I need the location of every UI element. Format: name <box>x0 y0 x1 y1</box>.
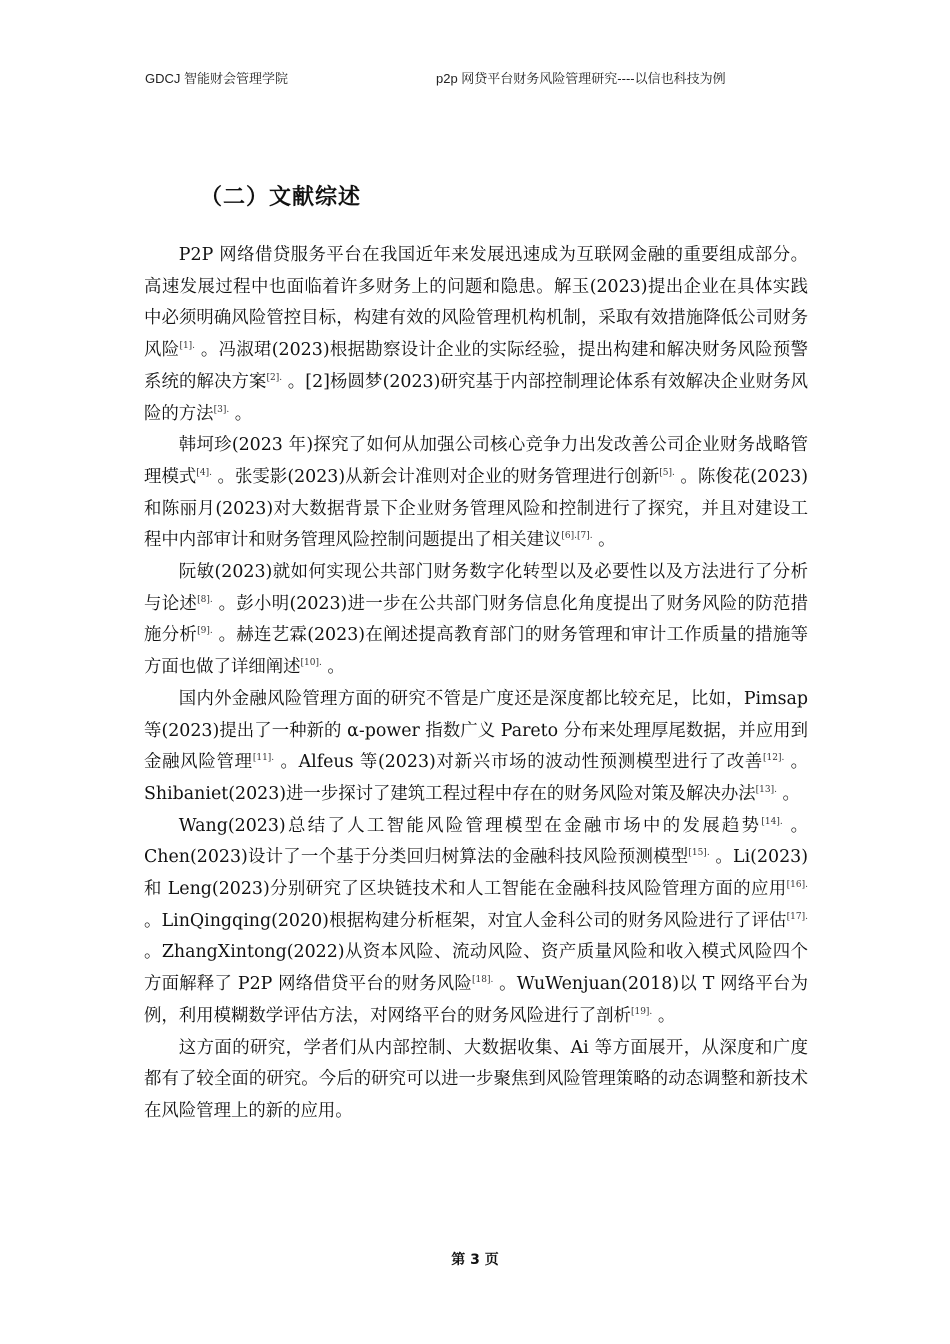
citation-ref: [8]. <box>197 594 213 605</box>
paragraph <box>144 684 808 811</box>
citation-ref: [19]. <box>630 1006 653 1017</box>
paragraph-text: 。Chen(2023)设计了一个基于分类回归树算法的金融科技风险预测模型 <box>144 815 808 868</box>
paragraph-text: 。冯淑珺(2023)根据勘察设计企业的实际经验，提出构建和解决财务风险预警系统的解决方案 <box>144 340 808 392</box>
citation-ref: [4]. <box>196 467 212 478</box>
paragraph-text: 。彭小明(2023)进一步在公共部门财务信息化角度提出了财务风险的防范措施分析 <box>144 593 808 646</box>
paragraph-text: 。Alfeus 等(2023)对新兴市场的波动性预测模型进行了改善 <box>274 752 763 773</box>
paragraph-text: Wang(2023)总结了人工智能风险管理模型在金融市场中的发展趋势 <box>178 815 762 836</box>
citation-ref: [15]. <box>688 848 710 859</box>
paragraph-text: 。赫连艺霖(2023)在阐述提高教育部门的财务管理和审计工作质量的措施等方面也做了详细阐述 <box>144 625 808 678</box>
citation-ref: [16]. <box>786 880 808 891</box>
header-paper-title: p2p 网贷平台财务风险管理研究----以信也科技为例 <box>436 71 726 86</box>
citation-ref: [7]. <box>577 531 593 542</box>
citation-ref: [1]. <box>179 341 196 352</box>
page-number: 第 3 页 <box>451 1252 499 1268</box>
paragraph-text: 。ZhangXintong(2022)从资本风险、流动风险、资产质量风险和收入模式风险四个方面解释了 P2P 网络借贷平台的财务风险 <box>144 942 808 995</box>
citation-ref: [14]. <box>761 816 783 827</box>
header-institution: GDCJ 智能财会管理学院 <box>145 71 289 86</box>
paragraph-text: 。陈俊花(2023)和陈丽月(2023)对大数据背景下企业财务管理风险和控制进行了探究，并且对建设工程中内部审计和财务管理风险控制问题提出了相关建议 <box>144 466 808 551</box>
paragraph-text: 。Shibaniet(2023)进一步探讨了建筑工程过程中存在的财务风险对策及解决办法 <box>144 752 808 804</box>
paragraph-text: 韩坷珍(2023 年)探究了如何从加强公司核心竞争力出发改善公司企业财务战略管理模式 <box>144 435 808 487</box>
paragraph-text: 。 <box>776 783 800 804</box>
citation-ref: [3]. <box>213 404 230 415</box>
citation-ref: [12]. <box>762 753 785 764</box>
paragraph-text: 。 <box>229 403 253 424</box>
citation-ref: [6]. <box>561 531 577 542</box>
paragraph <box>144 240 808 430</box>
paragraph-text: 。 <box>321 657 345 678</box>
paragraph-text: 。 <box>592 530 616 551</box>
paragraph-text: 。WuWenjuan(2018)以 T 网络平台为例，利用模糊数学评估方法，对网络平台的财务风险进行了剖析 <box>144 974 808 1026</box>
paragraph-text: 阮敏(2023)就如何实现公共部门财务数字化转型以及必要性以及方法进行了分析与论述 <box>144 562 808 614</box>
citation-ref: [2]. <box>266 372 283 383</box>
citation-ref: [9]. <box>197 626 213 637</box>
paragraph <box>144 557 808 684</box>
section-title: （二）文献综述 <box>200 185 362 210</box>
paragraph-text: 。张雯影(2023)从新会计准则对企业的财务管理进行创新 <box>211 466 660 487</box>
citation-ref: [13]. <box>755 784 777 795</box>
paragraph <box>144 811 808 1033</box>
paragraph <box>144 430 808 557</box>
citation-ref: [10]. <box>300 658 322 669</box>
citation-ref: [18]. <box>472 975 494 986</box>
paragraph-text: 。[2]杨圆梦(2023)研究基于内部控制理论体系有效解决企业财务风险的方法 <box>144 371 808 424</box>
paragraph-text: 这方面的研究，学者们从内部控制、大数据收集、Ai 等方面展开，从深度和广度都有了较全面的研究。今后的研究可以进一步聚焦到风险管理策略的动态调整和新技术在风险管理上的新的应用。 <box>144 1037 808 1121</box>
paragraph-text: 。Li(2023)和 Leng(2023)分别研究了区块链技术和人工智能在金融科技风险管理方面的应用 <box>144 847 808 900</box>
paragraph-text: 。 <box>652 1005 676 1026</box>
paragraph-text: P2P 网络借贷服务平台在我国近年来发展迅速成为互联网金融的重要组成部分。高速发展过程中也面临着许多财务上的问题和隐患。解玉(2023)提出企业在具体实践中必须明确风险管控目标，构建有效的风险管理机构机制，采取有效措施降低公司财务风险 <box>144 245 808 361</box>
paragraph-text: 。LinQingqing(2020)根据构建分析框架，对宜人金科公司的财务风险进行了评估 <box>144 910 787 931</box>
body-text <box>144 240 808 1128</box>
citation-ref: [11]. <box>252 753 275 764</box>
citation-ref: [5]. <box>659 467 675 478</box>
paragraph-text: 国内外金融风险管理方面的研究不管是广度还是深度都比较充足，比如，Pimsap 等(2023)提出了一种新的 α-power 指数广义 Pareto 分布来处理厚尾数据，并应用到金融风险管理 <box>144 688 808 773</box>
paragraph <box>144 1033 808 1128</box>
citation-ref: [17]. <box>786 911 808 922</box>
